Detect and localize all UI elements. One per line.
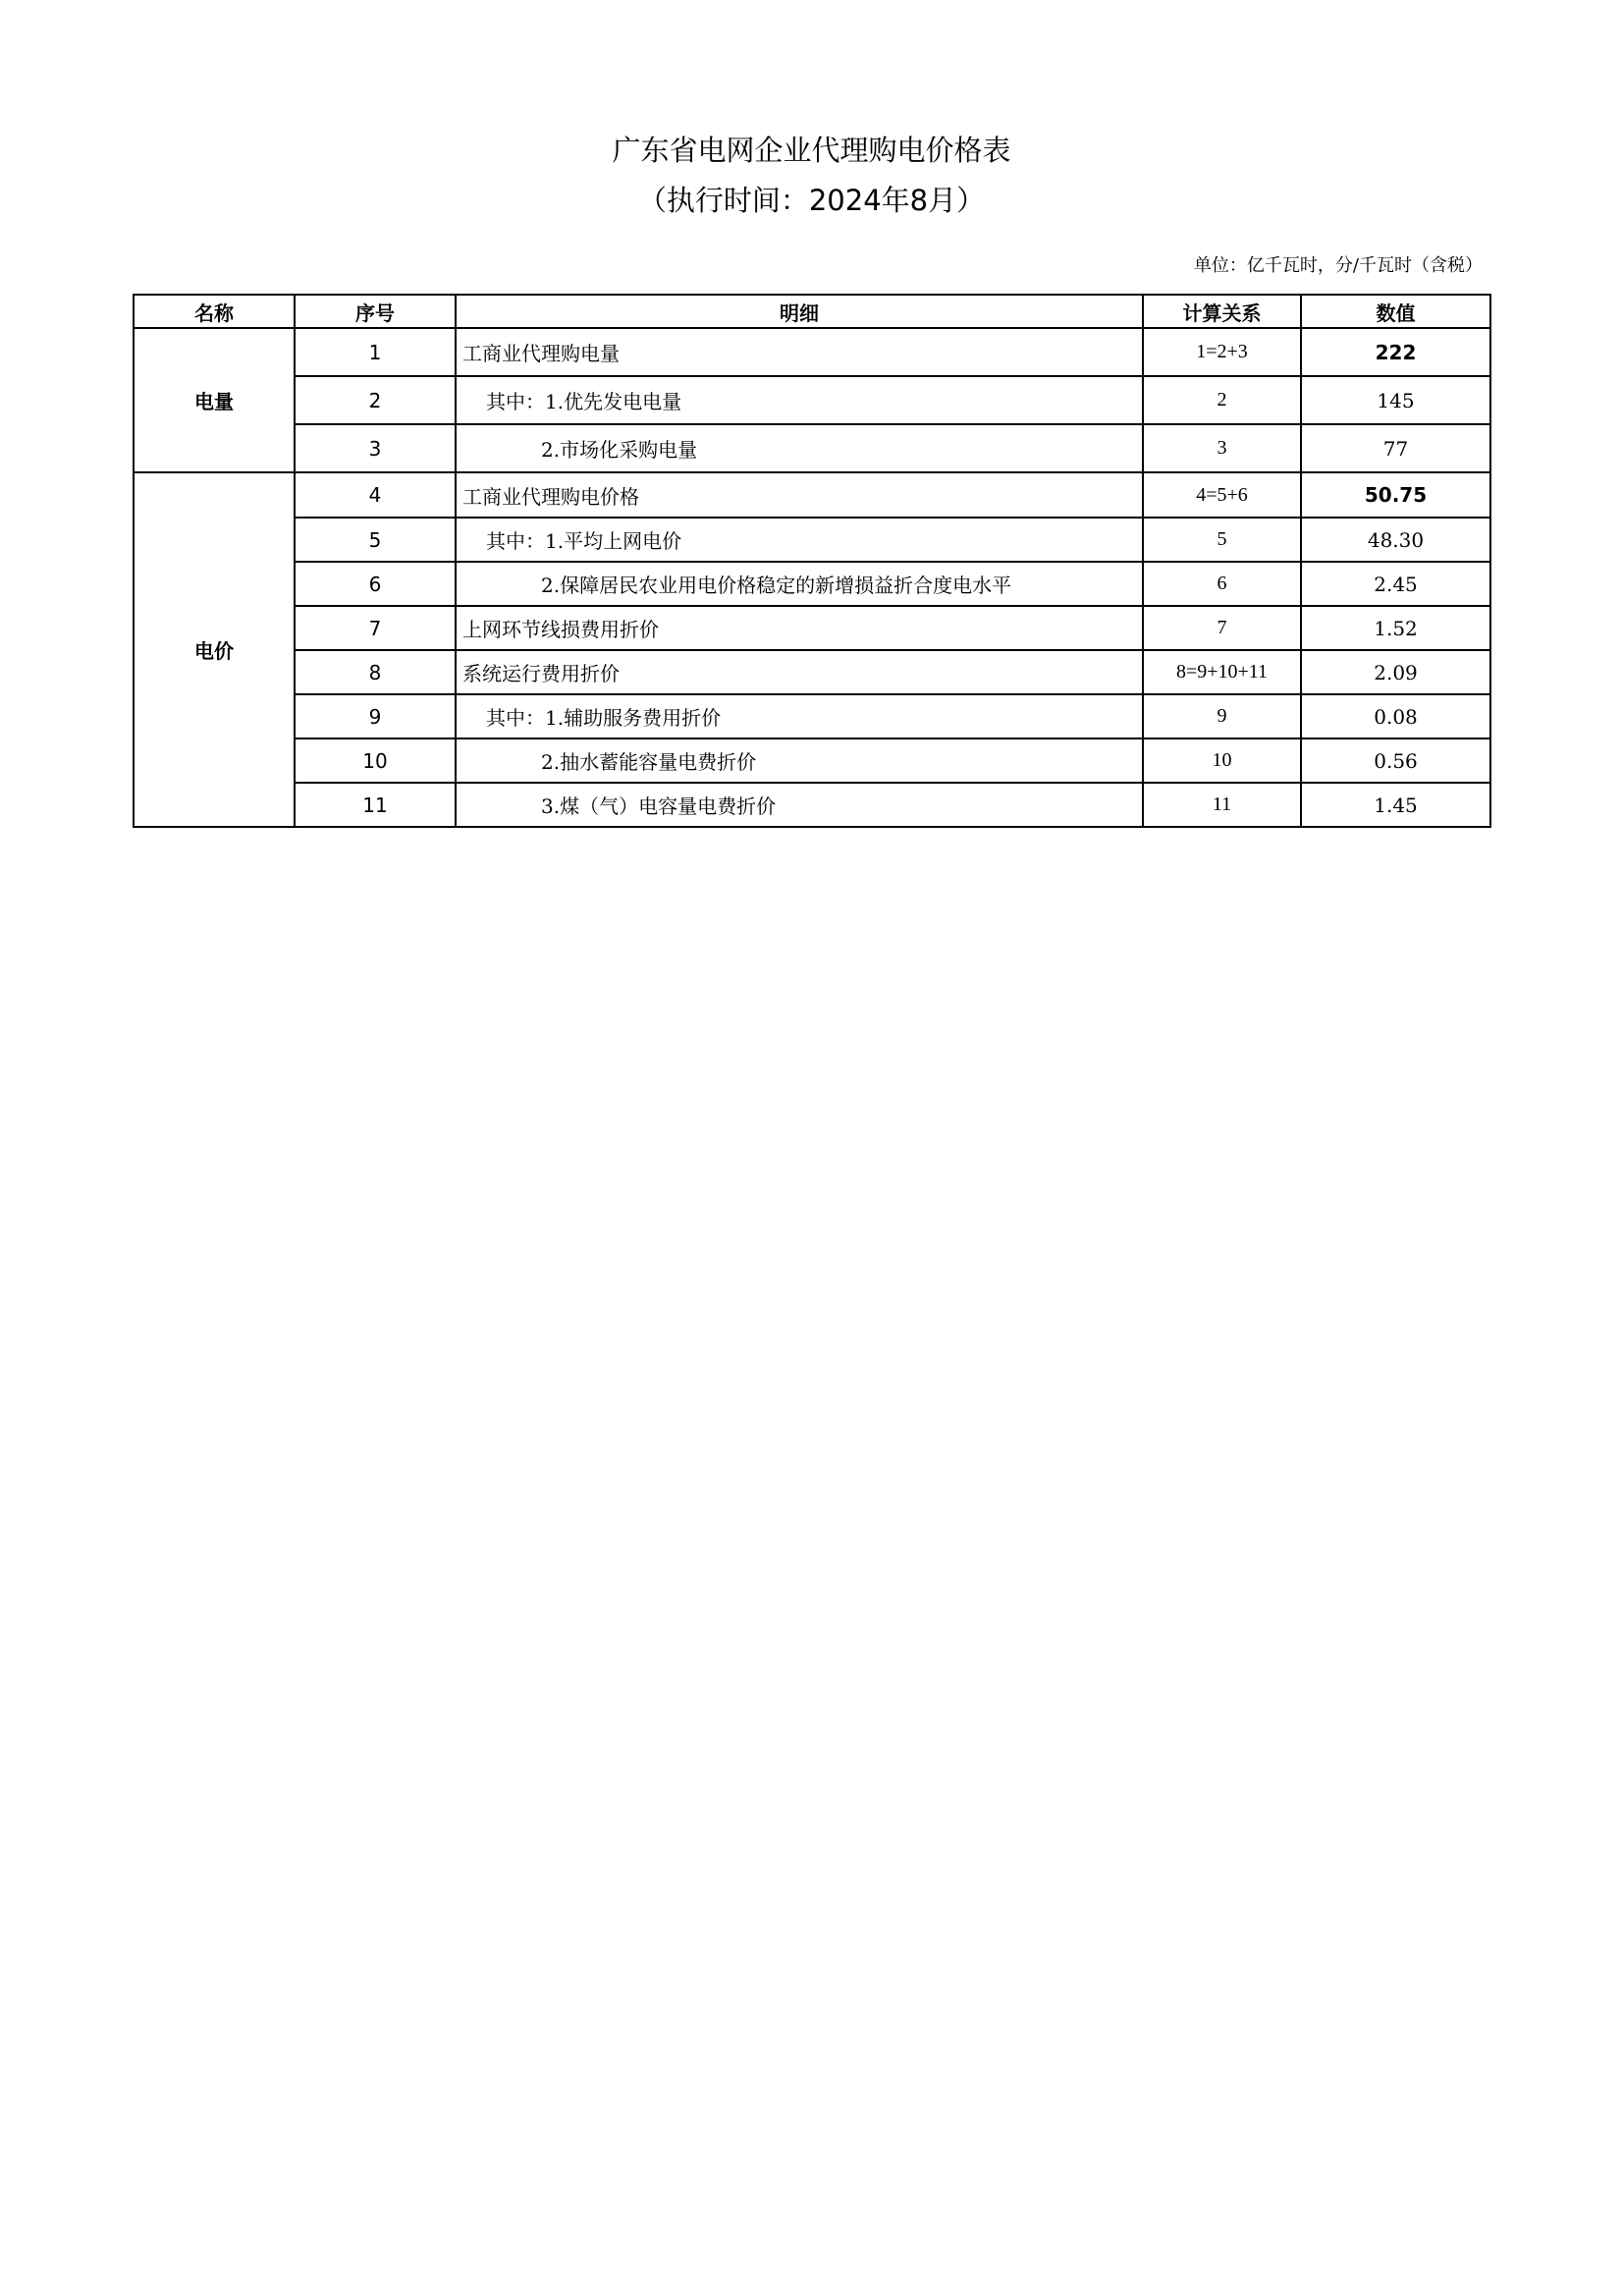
header-seq: 序号 (295, 295, 456, 328)
row-detail: 3.煤（气）电容量电费折价 (456, 783, 1143, 827)
table-row (134, 472, 1490, 518)
row-value: 0.08 (1301, 694, 1490, 738)
row-detail: 2.保障居民农业用电价格稳定的新增损益折合度电水平 (456, 562, 1143, 606)
row-detail: 工商业代理购电价格 (456, 472, 1143, 518)
table-row (134, 376, 1490, 424)
table-header-row (134, 295, 1490, 328)
table-row (134, 738, 1490, 783)
unit-note: 单位：亿千瓦时，分/千瓦时（含税） (1193, 255, 1483, 276)
row-value: 222 (1301, 328, 1490, 376)
row-detail: 2.抽水蓄能容量电费折价 (456, 738, 1143, 783)
group-volume: 电量 (134, 328, 295, 472)
row-formula: 6 (1143, 562, 1301, 606)
row-value: 50.75 (1301, 472, 1490, 518)
row-detail: 2.市场化采购电量 (456, 424, 1143, 472)
row-value: 1.52 (1301, 606, 1490, 650)
header-value: 数值 (1301, 295, 1490, 328)
row-value: 1.45 (1301, 783, 1490, 827)
row-detail: 工商业代理购电量 (456, 328, 1143, 376)
group-price: 电价 (134, 472, 295, 827)
row-value: 0.56 (1301, 738, 1490, 783)
row-seq: 6 (295, 562, 456, 606)
table-row (134, 518, 1490, 562)
row-seq: 4 (295, 472, 456, 518)
row-seq: 7 (295, 606, 456, 650)
row-value: 2.45 (1301, 562, 1490, 606)
row-formula: 9 (1143, 694, 1301, 738)
table-row (134, 650, 1490, 694)
row-seq: 3 (295, 424, 456, 472)
row-detail: 其中：1.辅助服务费用折价 (456, 694, 1143, 738)
row-formula: 2 (1143, 376, 1301, 424)
row-detail: 其中：1.平均上网电价 (456, 518, 1143, 562)
row-seq: 1 (295, 328, 456, 376)
row-seq: 9 (295, 694, 456, 738)
page-subtitle: （执行时间：2024年8月） (637, 184, 986, 217)
header-name: 名称 (134, 295, 295, 328)
table-row (134, 424, 1490, 472)
row-value: 2.09 (1301, 650, 1490, 694)
row-formula: 4=5+6 (1143, 472, 1301, 518)
row-formula: 3 (1143, 424, 1301, 472)
row-formula: 10 (1143, 738, 1301, 783)
row-detail: 其中：1.优先发电电量 (456, 376, 1143, 424)
row-formula: 7 (1143, 606, 1301, 650)
price-table (133, 294, 1491, 828)
row-formula: 8=9+10+11 (1143, 650, 1301, 694)
row-formula: 5 (1143, 518, 1301, 562)
table-row (134, 694, 1490, 738)
row-seq: 11 (295, 783, 456, 827)
table-row (134, 562, 1490, 606)
header-detail: 明细 (456, 295, 1143, 328)
row-value: 48.30 (1301, 518, 1490, 562)
page-title: 广东省电网企业代理购电价格表 (612, 134, 1011, 167)
header-formula: 计算关系 (1143, 295, 1301, 328)
row-seq: 2 (295, 376, 456, 424)
row-seq: 8 (295, 650, 456, 694)
row-seq: 10 (295, 738, 456, 783)
table-row (134, 606, 1490, 650)
table-row (134, 783, 1490, 827)
row-value: 77 (1301, 424, 1490, 472)
table-row (134, 328, 1490, 376)
row-detail: 系统运行费用折价 (456, 650, 1143, 694)
row-value: 145 (1301, 376, 1490, 424)
row-detail: 上网环节线损费用折价 (456, 606, 1143, 650)
row-formula: 1=2+3 (1143, 328, 1301, 376)
row-formula: 11 (1143, 783, 1301, 827)
row-seq: 5 (295, 518, 456, 562)
